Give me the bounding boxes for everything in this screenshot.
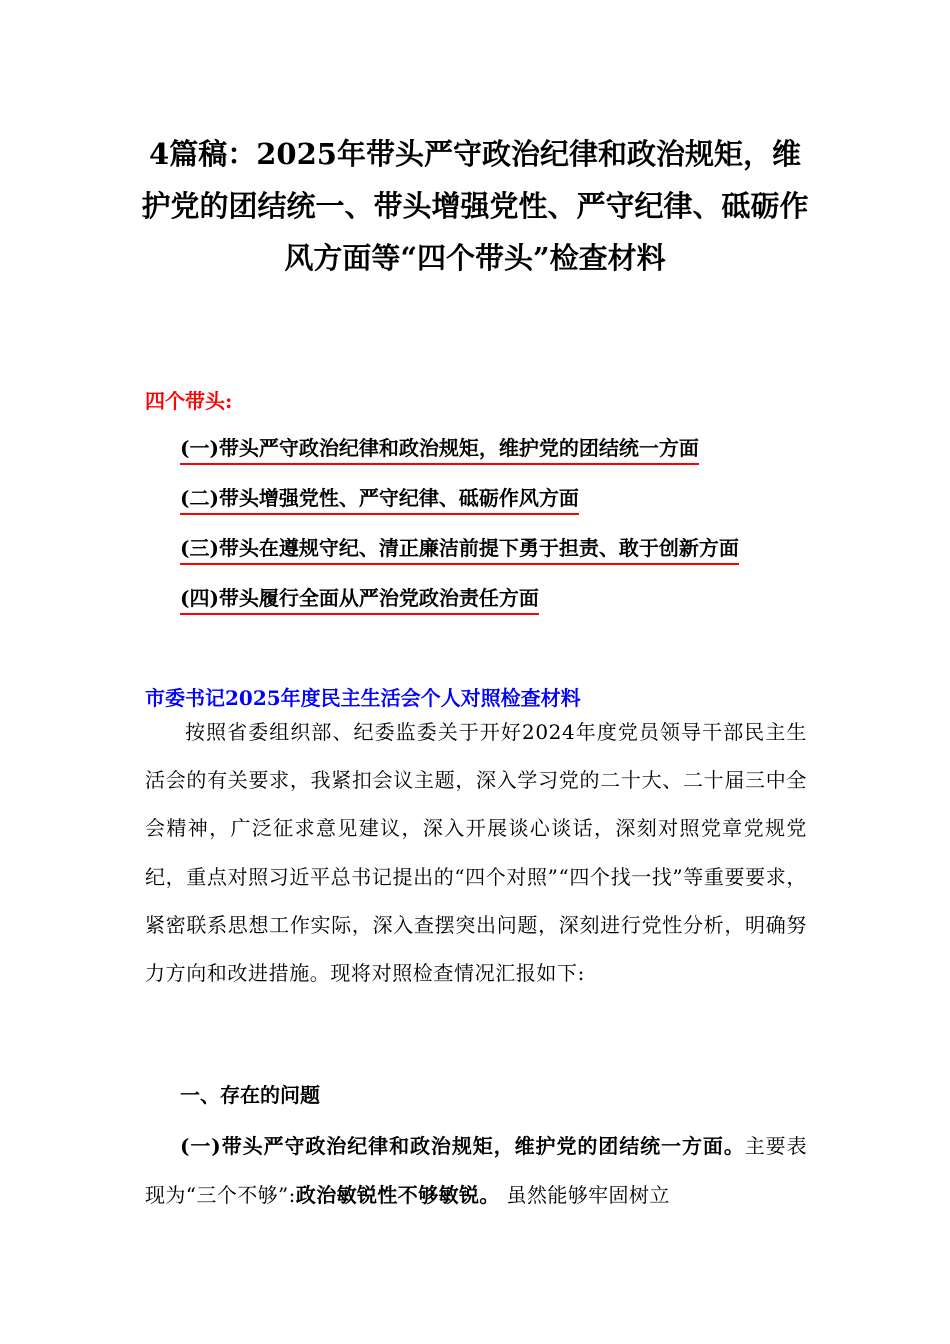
topic-item-4: (四)带头履行全面从严治党政治责任方面: [180, 583, 539, 615]
problem-text-a: 主要表现为“三个不够”:: [145, 1134, 807, 1207]
problem-lead: (一)带头严守政治纪律和政治规矩，维护党的团结统一方面。: [180, 1134, 745, 1158]
topic-item-1: (一)带头严守政治纪律和政治规矩，维护党的团结统一方面: [180, 433, 699, 465]
problem-text-b: 虽然能够牢固树立: [499, 1183, 670, 1207]
intro-paragraph: 按照省委组织部、纪委监委关于开好2024年度党员领导干部民主生活会的有关要求，我紧扣会议主题，深入学习党的二十大、二十届三中全会精神，广泛征求意见建议，深入开展谈心谈话，深刻对照党章党规党纪，重点对照习近平总书记提出的“四个对照”“四个找一找”等重要要求，紧密联系思想工作实际，深入查摆突出问题，深刻进行党性分析，明确努力方向和改进措施。现将对照检查情况汇报如下:: [145, 720, 807, 986]
document-subtitle: 市委书记2025年度民主生活会个人对照检查材料: [145, 686, 581, 710]
problem-point: 政治敏锐性不够敏锐。: [295, 1183, 500, 1207]
document-title: 4篇稿：2025年带头严守政治纪律和政治规矩，维护党的团结统一、带头增强党性、严守纪律、砥砺作风方面等“四个带头”检查材料: [141, 137, 809, 275]
section-heading: 四个带头:: [145, 389, 233, 413]
topic-item-3: (三)带头在遵规守纪、清正廉洁前提下勇于担责、敢于创新方面: [180, 533, 739, 565]
heading-problems: 一、存在的问题: [180, 1083, 320, 1107]
problem-paragraph: [145, 1122, 807, 1220]
topic-item-2: (二)带头增强党性、严守纪律、砥砺作风方面: [180, 483, 579, 515]
